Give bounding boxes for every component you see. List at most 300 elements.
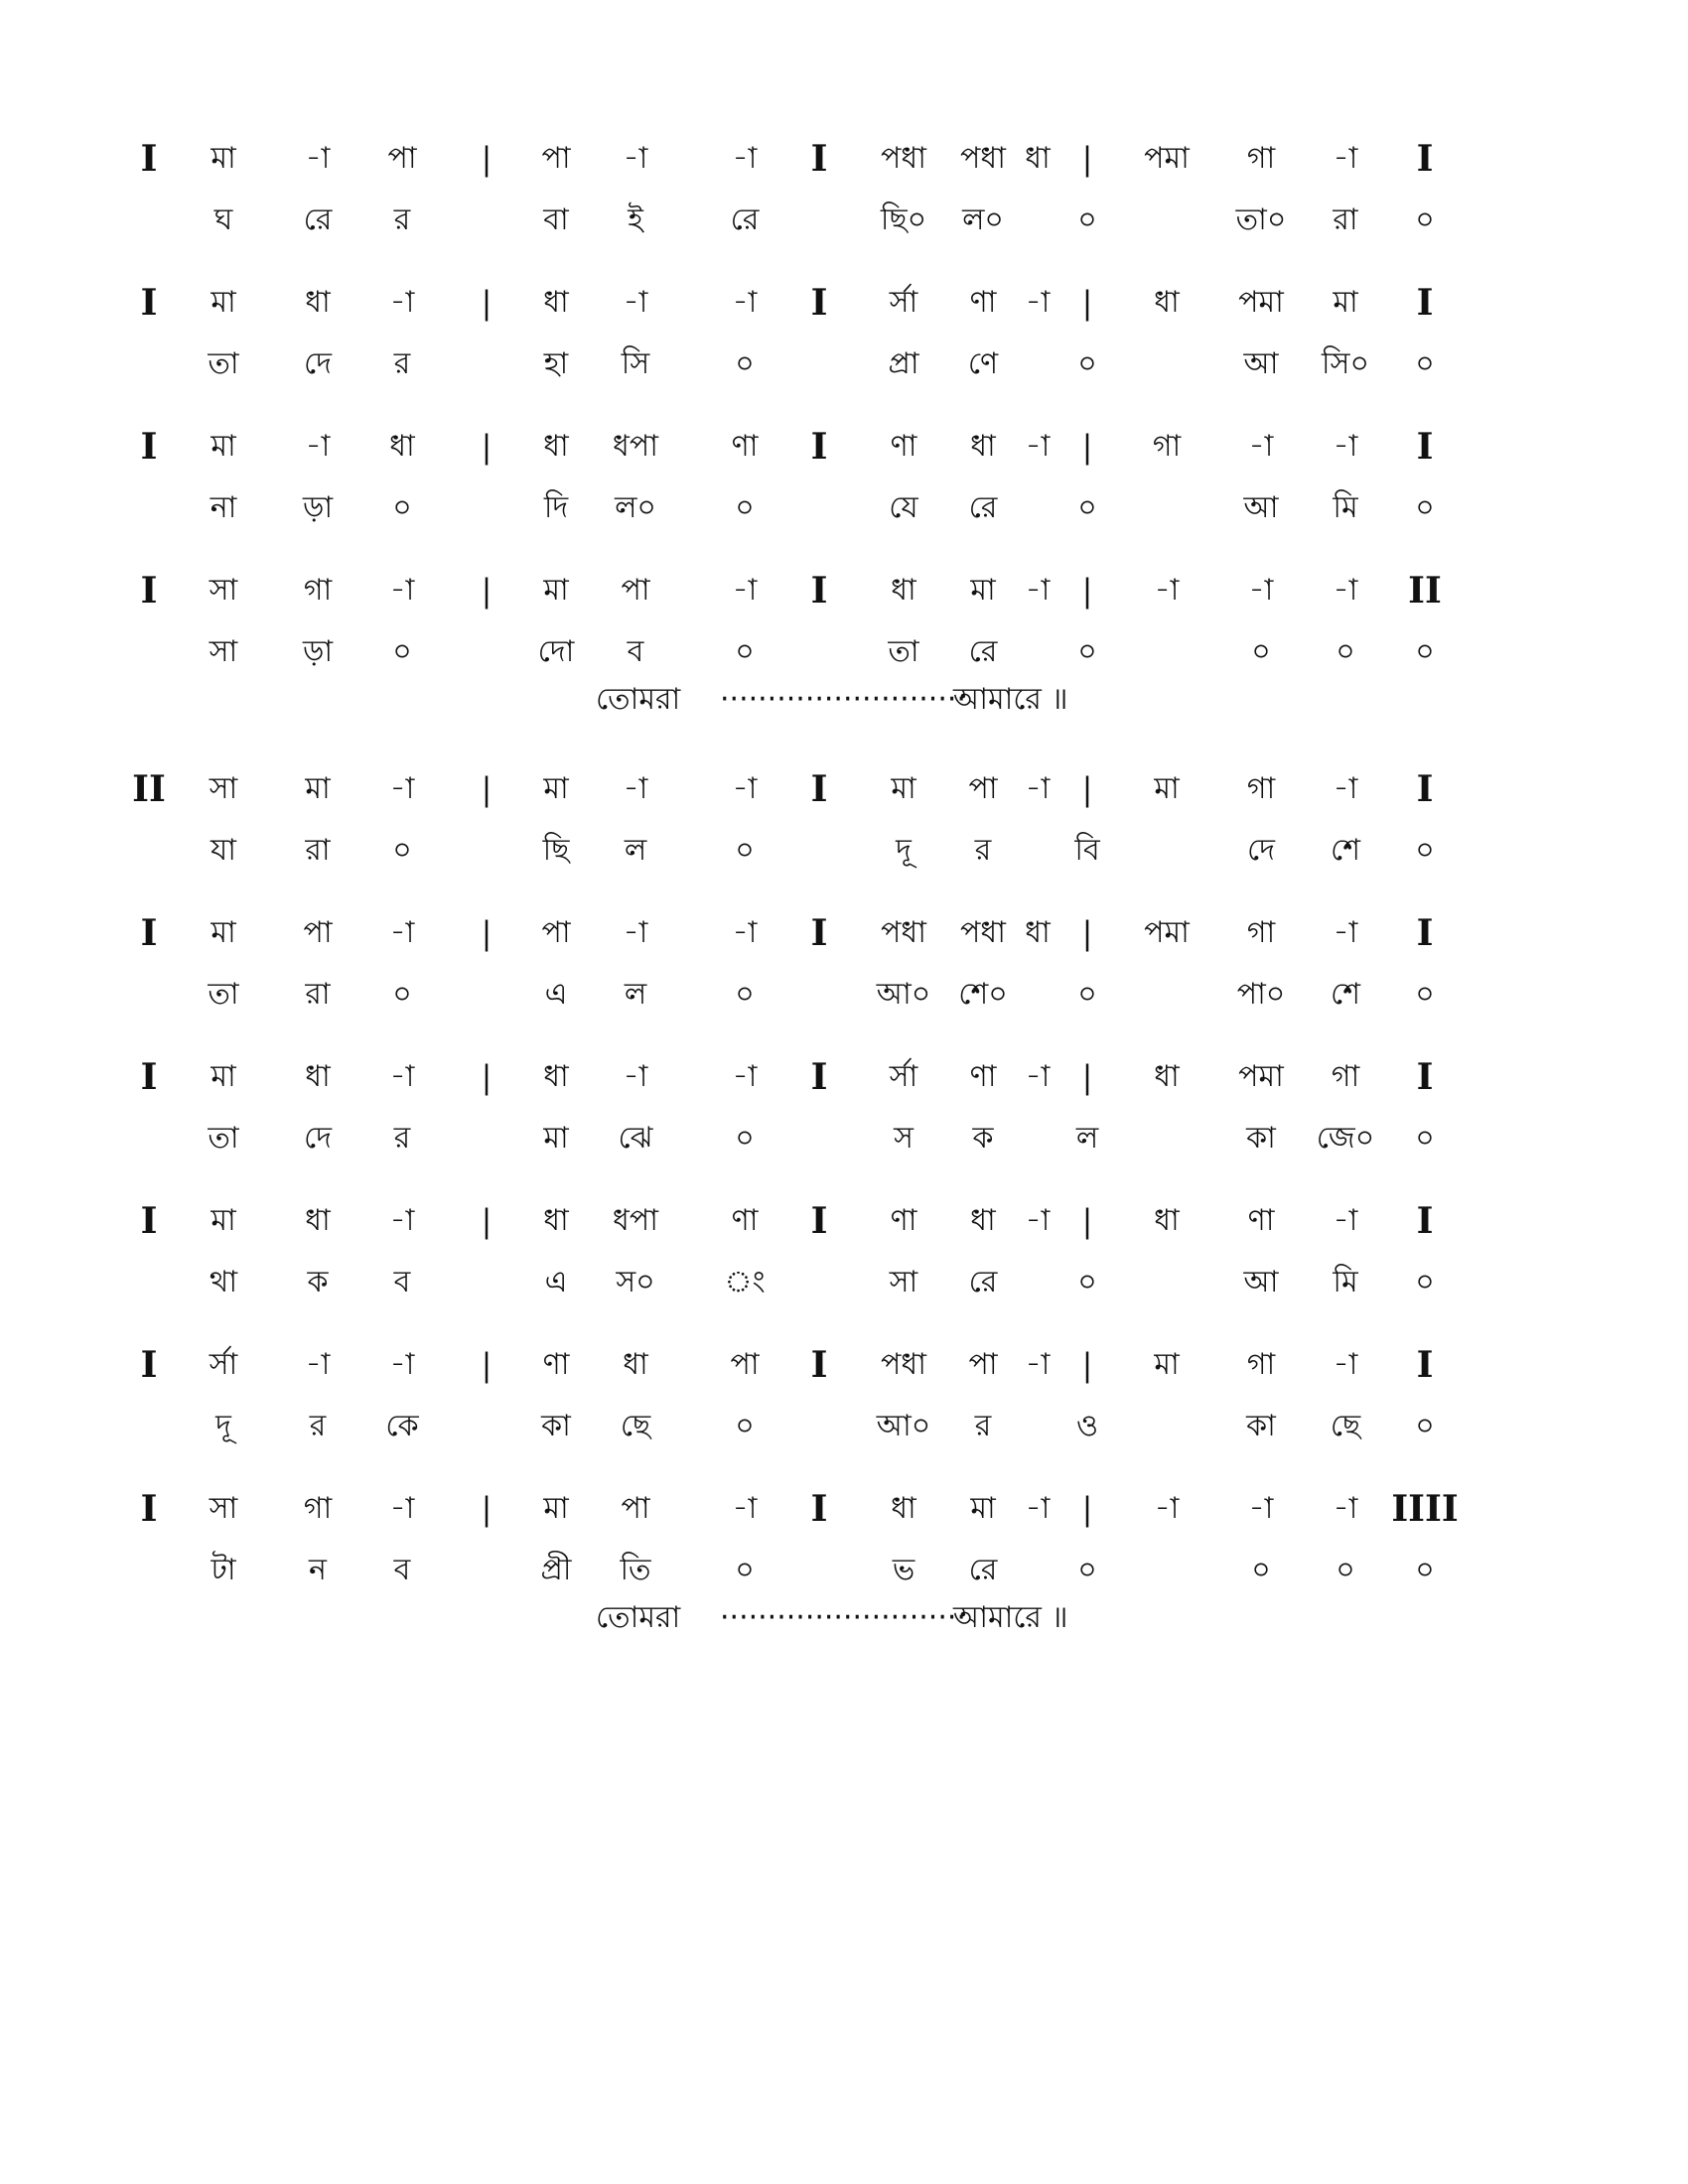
lyric-syllable: ০ [392,634,412,669]
note: ণা [969,1059,997,1094]
note: গা [303,573,333,608]
notation-row [0,1335,1688,1395]
lyric-syllable: যা [211,833,236,868]
note: মা [1154,1347,1180,1382]
section-barline: I [140,912,158,954]
lyric-syllable: ০ [1415,833,1435,868]
section-barline: I [140,1200,158,1242]
barline: | [481,1490,492,1528]
lyric-syllable: ব [393,1553,411,1587]
section-barline: I [1416,1200,1434,1242]
lyric-syllable: আ০ [876,1409,931,1443]
barline: | [481,572,492,610]
refrain-line [0,1588,1688,1648]
lyric-syllable: এ [544,1265,568,1299]
note: -া [1025,1347,1051,1382]
note: -া [1025,1491,1051,1526]
section-barline: I [810,426,828,468]
note: ধা [1154,285,1180,320]
note: পা [621,573,650,608]
lyric-row [0,1109,1688,1168]
note: পমা [1238,285,1284,320]
note: -া [732,285,758,320]
lyric-syllable: ই [628,203,643,237]
lyric-syllable: র [974,1409,992,1443]
lyric-syllable: তা [888,634,919,669]
lyric-syllable: ০ [735,346,755,381]
note: মা [211,285,236,320]
barline: | [481,428,492,466]
note: -া [1025,1203,1051,1238]
lyric-syllable: রা [305,833,331,868]
lyric-syllable: ০ [1077,490,1097,525]
lyric-row [0,1253,1688,1312]
lyric-syllable: দে [304,346,332,381]
note: -া [389,1059,415,1094]
section-barline: II [1408,570,1442,612]
refrain-dots: ·························· [720,682,966,717]
section-barline: IIII [1391,1488,1459,1530]
lyric-syllable: তা [208,1121,239,1156]
lyric-syllable: ড়া [302,490,334,525]
note: ধা [305,1059,331,1094]
section-barline: I [810,1200,828,1242]
note: মা [543,1491,569,1526]
note: র্সা [889,285,918,320]
lyric-syllable: ড়া [302,634,334,669]
lyric-syllable: তি [620,1553,651,1587]
lyric-syllable: রে [303,203,333,237]
lyric-syllable: হা [543,346,569,381]
notation-row [0,903,1688,963]
note: -া [732,915,758,950]
lyric-syllable: দে [1247,833,1275,868]
note: ধা [1154,1059,1180,1094]
lyric-syllable: রা [305,977,331,1012]
refrain-end: আমারে ॥ [953,1600,1068,1635]
lyric-syllable: ০ [1415,490,1435,525]
note: গা [1246,771,1276,806]
lyric-syllable: ০ [735,1121,755,1156]
lyric-syllable: ব [393,1265,411,1299]
note: মা [211,915,236,950]
lyric-syllable: ছে [620,1409,651,1443]
lyric-syllable: দো [537,634,575,669]
lyric-syllable: ং [724,1265,766,1299]
lyric-syllable: কা [1246,1409,1276,1443]
lyric-syllable: র [309,1409,327,1443]
note: গা [1246,1347,1276,1382]
lyric-syllable: ০ [392,977,412,1012]
note: -া [732,1491,758,1526]
note: পধা [960,141,1006,176]
lyric-syllable: স০ [616,1265,655,1299]
lyric-syllable: স [894,1121,914,1156]
note: মা [543,573,569,608]
lyric-syllable: রে [968,1553,998,1587]
lyric-syllable: ০ [735,977,755,1012]
lyric-syllable: ০ [1415,634,1435,669]
section-barline: I [810,1056,828,1098]
note: -া [1333,1347,1358,1382]
section-barline: I [1416,768,1434,810]
lyric-syllable: ছি [542,833,570,868]
barline: | [1081,428,1093,466]
lyric-syllable: রে [968,634,998,669]
lyric-syllable: ০ [1251,634,1271,669]
note: -া [623,771,648,806]
note: ধা [1154,1203,1180,1238]
lyric-syllable: প্রী [540,1553,572,1587]
lyric-syllable: বা [543,203,569,237]
lyric-syllable: ০ [1077,203,1097,237]
note: -া [1333,1203,1358,1238]
note: ণা [542,1347,570,1382]
section-barline: I [140,1344,158,1386]
lyric-syllable: ঝে [618,1121,653,1156]
barline: | [481,1058,492,1096]
note: -া [1025,429,1051,464]
lyric-syllable: ল [1075,1121,1099,1156]
lyric-syllable: থা [209,1265,238,1299]
note: ধা [305,1203,331,1238]
note: -া [1333,1491,1358,1526]
note: পধা [881,141,926,176]
note: ণা [731,1203,759,1238]
note: মা [970,573,996,608]
lyric-syllable: আ [1243,1265,1279,1299]
note: পমা [1238,1059,1284,1094]
note: -া [389,1203,415,1238]
note: সা [209,573,238,608]
note: মা [1154,771,1180,806]
note: ধপা [613,429,658,464]
lyric-syllable: ০ [1077,634,1097,669]
refrain-dots: ·························· [720,1600,966,1635]
lyric-syllable: টা [211,1553,236,1587]
note: -া [1025,1059,1051,1094]
refrain-end: আমারে ॥ [953,682,1068,717]
lyric-syllable: আ [1243,346,1279,381]
lyric-row [0,821,1688,881]
note: ণা [731,429,759,464]
lyric-syllable: ০ [735,634,755,669]
lyric-syllable: দূ [215,1409,231,1443]
note: ধা [1025,141,1051,176]
lyric-syllable: ল০ [962,203,1004,237]
barline: | [1081,140,1093,178]
note: মা [543,771,569,806]
barline: | [1081,1490,1093,1528]
note: -া [623,1059,648,1094]
lyric-syllable: শে [1331,833,1360,868]
lyric-syllable: আ [1243,490,1279,525]
barline: | [1081,914,1093,952]
lyric-syllable: ০ [735,1553,755,1587]
note: পা [621,1491,650,1526]
lyric-syllable: জে০ [1316,1121,1375,1156]
lyric-syllable: ০ [1415,977,1435,1012]
note: ধা [891,573,916,608]
lyric-syllable: প্রা [888,346,919,381]
lyric-syllable: ০ [1415,203,1435,237]
note: -া [732,141,758,176]
note: -া [1248,573,1274,608]
barline: | [1081,1202,1093,1240]
note: ধা [543,285,569,320]
lyric-syllable: ০ [1336,634,1355,669]
note: -া [732,771,758,806]
note: ধা [1025,915,1051,950]
lyric-syllable: রে [968,1265,998,1299]
note: ধা [389,429,415,464]
lyric-syllable: দূ [896,833,912,868]
section-barline: I [810,570,828,612]
section-barline: II [132,768,166,810]
note: -া [1248,1491,1274,1526]
lyric-syllable: ক [972,1121,994,1156]
lyric-syllable: মা [543,1121,569,1156]
refrain-line [0,670,1688,730]
note: পা [541,915,571,950]
notation-row [0,1479,1688,1539]
lyric-syllable: ক [307,1265,329,1299]
note: মা [1333,285,1358,320]
note: র্সা [209,1347,238,1382]
lyric-syllable: ০ [1077,1265,1097,1299]
lyric-syllable: না [210,490,237,525]
refrain-start: তোমরা [596,1600,681,1635]
note: -া [389,573,415,608]
section-barline: I [810,912,828,954]
barline: | [481,140,492,178]
barline: | [481,1346,492,1384]
note: পমা [1144,915,1190,950]
section-barline: I [810,282,828,324]
notation-row [0,1047,1688,1107]
lyric-syllable: কা [1246,1121,1276,1156]
note: পা [968,771,998,806]
note: ধা [970,429,996,464]
note: গা [1246,915,1276,950]
section-barline: I [1416,426,1434,468]
note: -া [1025,573,1051,608]
lyric-syllable: ০ [1077,977,1097,1012]
lyric-syllable: কে [385,1409,419,1443]
lyric-syllable: কা [541,1409,571,1443]
note: মা [970,1491,996,1526]
refrain-start: তোমরা [596,682,681,717]
note: গা [303,1491,333,1526]
note: সা [209,771,238,806]
barline: | [1081,770,1093,808]
lyric-syllable: ণে [967,346,999,381]
lyric-syllable: ০ [1415,1265,1435,1299]
lyric-syllable: শে [1331,977,1360,1012]
note: ধা [891,1491,916,1526]
note: ধা [970,1203,996,1238]
lyric-syllable: সি০ [1322,346,1369,381]
lyric-syllable: ০ [1077,1553,1097,1587]
barline: | [481,1202,492,1240]
lyric-syllable: আ০ [876,977,931,1012]
note: -া [1333,771,1358,806]
section-barline: I [1416,912,1434,954]
lyric-syllable: সি [621,346,650,381]
lyric-syllable: ০ [392,490,412,525]
note: -া [623,285,648,320]
note: -া [1333,141,1358,176]
notation-row [0,759,1688,819]
barline: | [1081,1058,1093,1096]
note: -া [389,1491,415,1526]
note: মা [305,771,331,806]
note: মা [211,1203,236,1238]
barline: | [481,770,492,808]
barline: | [481,284,492,322]
note: -া [1154,573,1180,608]
note: -া [1248,429,1274,464]
lyric-syllable: বি [1074,833,1100,868]
lyric-syllable: যে [889,490,918,525]
lyric-syllable: দি [543,490,569,525]
note: গা [1331,1059,1360,1094]
lyric-row [0,478,1688,538]
lyric-syllable: র [393,203,411,237]
note: -া [1025,285,1051,320]
note: গা [1152,429,1182,464]
note: পধা [881,915,926,950]
note: -া [623,915,648,950]
note: মা [211,429,236,464]
note: -া [1333,429,1358,464]
note: -া [305,141,331,176]
note: ধা [543,429,569,464]
note: পধা [960,915,1006,950]
notation-row [0,1191,1688,1251]
lyric-syllable: ০ [1415,1553,1435,1587]
note: -া [1333,915,1358,950]
note: মা [211,1059,236,1094]
lyric-syllable: ল [624,977,647,1012]
note: -া [389,771,415,806]
lyric-syllable: মি [1333,1265,1358,1299]
note: -া [1333,573,1358,608]
lyric-syllable: রে [968,490,998,525]
note: -া [1025,771,1051,806]
note: -া [389,285,415,320]
note: ণা [969,285,997,320]
lyric-syllable: র [393,346,411,381]
note: পা [387,141,417,176]
lyric-syllable: ল [624,833,647,868]
note: -া [389,1347,415,1382]
section-barline: I [140,1488,158,1530]
barline: | [1081,284,1093,322]
lyric-syllable: ০ [1415,1121,1435,1156]
notation-row [0,129,1688,189]
section-barline: I [140,282,158,324]
note: ণা [890,429,917,464]
note: মা [211,141,236,176]
section-barline: I [810,1488,828,1530]
lyric-syllable: ছে [1330,1409,1361,1443]
lyric-syllable: ০ [1415,1409,1435,1443]
note: -া [623,141,648,176]
section-barline: I [140,1056,158,1098]
note: মা [891,771,916,806]
note: ধা [305,285,331,320]
notation-row [0,273,1688,333]
section-barline: I [1416,138,1434,180]
section-barline: I [140,426,158,468]
lyric-syllable: ০ [735,490,755,525]
notation-row [0,561,1688,620]
lyric-syllable: ০ [735,833,755,868]
lyric-syllable: ০ [1251,1553,1271,1587]
lyric-row [0,335,1688,394]
note: র্সা [889,1059,918,1094]
lyric-syllable: ও [1075,1409,1099,1443]
section-barline: I [1416,1056,1434,1098]
section-barline: I [140,570,158,612]
lyric-syllable: এ [544,977,568,1012]
section-barline: I [810,1344,828,1386]
note: ধা [543,1203,569,1238]
section-barline: I [810,768,828,810]
lyric-syllable: তা [208,977,239,1012]
section-barline: I [140,138,158,180]
note: -া [389,915,415,950]
note: সা [209,1491,238,1526]
lyric-syllable: ০ [1415,346,1435,381]
note: -া [305,1347,331,1382]
note: ণা [890,1203,917,1238]
barline: | [481,914,492,952]
note: পা [303,915,333,950]
note: -া [305,429,331,464]
note: পা [968,1347,998,1382]
lyric-syllable: ল০ [615,490,656,525]
lyric-syllable: শে০ [958,977,1008,1012]
note: পধা [881,1347,926,1382]
note: ধা [543,1059,569,1094]
lyric-syllable: ০ [1336,1553,1355,1587]
note: -া [732,573,758,608]
lyric-syllable: রা [1333,203,1358,237]
note: ধা [623,1347,648,1382]
note: গা [1246,141,1276,176]
notation-row [0,417,1688,477]
lyric-syllable: ০ [392,833,412,868]
section-barline: I [1416,282,1434,324]
lyric-syllable: তা০ [1235,203,1287,237]
lyric-syllable: পা০ [1236,977,1286,1012]
lyric-row [0,191,1688,250]
lyric-syllable: ঘ [213,203,233,237]
lyric-syllable: রে [730,203,760,237]
note: পমা [1144,141,1190,176]
note: পা [730,1347,760,1382]
lyric-syllable: সা [889,1265,918,1299]
note: ধপা [613,1203,658,1238]
section-barline: I [810,138,828,180]
note: পা [541,141,571,176]
note: -া [1154,1491,1180,1526]
lyric-syllable: সা [209,634,238,669]
barline: | [1081,572,1093,610]
lyric-syllable: ০ [735,1409,755,1443]
